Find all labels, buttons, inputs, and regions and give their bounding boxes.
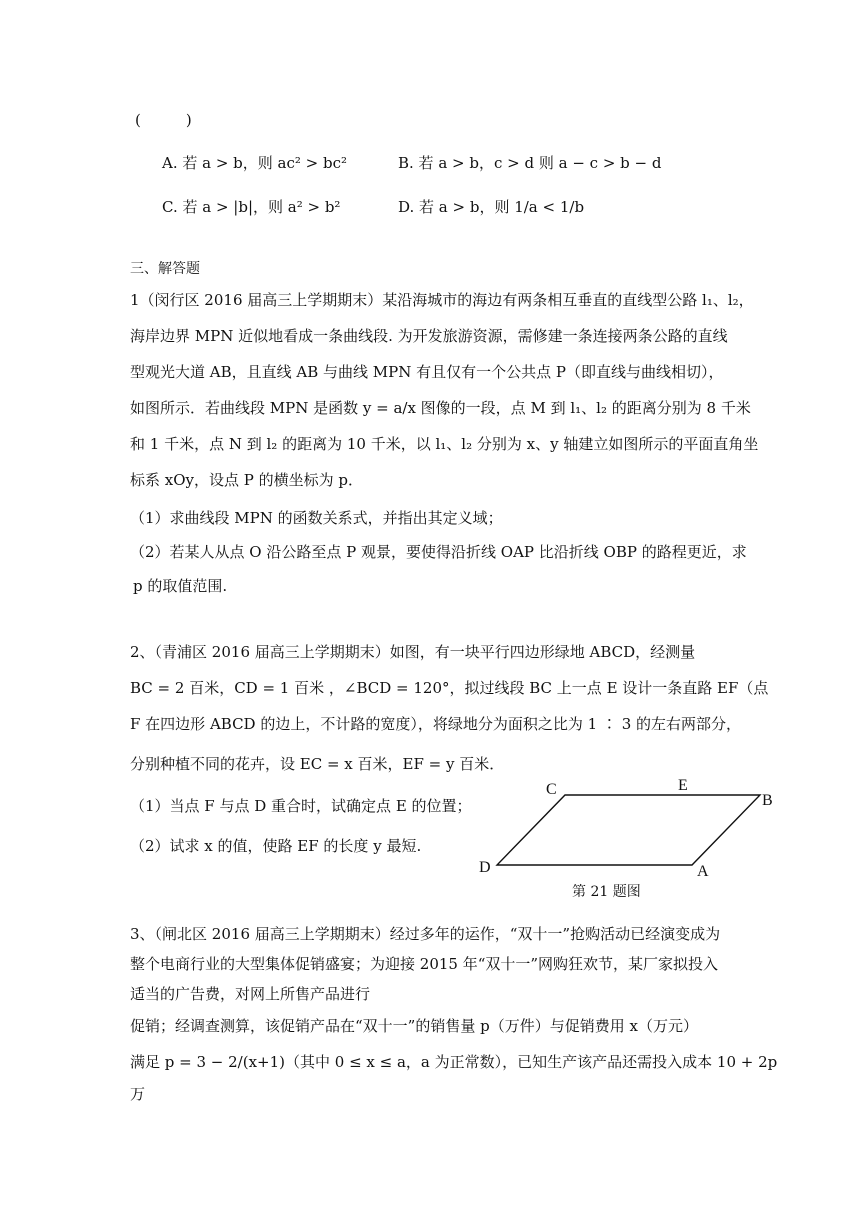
q1-subquestion-1: （1）求曲线段 MPN 的函数关系式，并指出其定义域； — [130, 509, 503, 527]
label-c: C — [546, 781, 557, 798]
q3-line: 3、（闸北区 2016 届高三上学期期末）经过多年的运作，“双十一”抢购活动已经演变成为 — [130, 925, 721, 943]
parallelogram-figure — [470, 770, 790, 900]
q3-line: 整个电商行业的大型集体促销盛宴；为迎接 2015 年“双十一”网购狂欢节，某厂家拟投入 — [130, 955, 719, 973]
parallelogram-abcd — [497, 795, 760, 865]
q2-line: 2、（青浦区 2016 届高三上学期期末）如图，有一块平行四边形绿地 ABCD，经测量 — [130, 643, 696, 661]
answer-bracket: ( ) — [135, 111, 192, 129]
q3-line: 万 — [130, 1085, 146, 1103]
choice-d: D. 若 a > b，则 1/a < 1/b — [398, 198, 585, 216]
label-a: A — [697, 863, 709, 880]
q1-line: 和 1 千米，点 N 到 l₂ 的距离为 10 千米，以 l₁、l₂ 分别为 x、y 轴建立如图所示的平面直角坐 — [130, 435, 759, 453]
q2-subquestion-2: （2）试求 x 的值，使路 EF 的长度 y 最短. — [130, 837, 422, 855]
q1-line: 型观光大道 AB，且直线 AB 与曲线 MPN 有且仅有一个公共点 P（即直线与曲线相切）， — [130, 363, 724, 381]
q3-line: 满足 p = 3 − 2/(x+1)（其中 0 ≤ x ≤ a，a 为正常数），已知生产该产品还需投入成本 10 + 2p — [130, 1053, 778, 1071]
choice-c: C. 若 a > |b|，则 a² > b² — [162, 198, 341, 216]
q1-line: 标系 xOy，设点 P 的横坐标为 p． — [130, 471, 363, 489]
figure-caption: 第 21 题图 — [572, 884, 641, 900]
choice-a: A. 若 a > b，则 ac² > bc² — [162, 154, 348, 172]
q2-line: 分别种植不同的花卉，设 EC = x 百米，EF = y 百米． — [130, 755, 505, 773]
q2-line: BC = 2 百米，CD = 1 百米 ，∠BCD = 120°，拟过线段 BC 上一点 E 设计一条直路 EF（点 — [130, 679, 769, 697]
q1-line: 1（闵行区 2016 届高三上学期期末）某沿海城市的海边有两条相互垂直的直线型公路 l₁、l₂， — [130, 291, 754, 309]
q1-subquestion-2: （2）若某人从点 O 沿公路至点 P 观景，要使得沿折线 OAP 比沿折线 OBP 的路程更近，求 — [130, 543, 747, 561]
section-title: 三、解答题 — [130, 261, 200, 277]
label-e: E — [678, 777, 688, 794]
q2-line: F 在四边形 ABCD 的边上，不计路的宽度），将绿地分为面积之比为 1 ∶ 3 的左右两部分， — [130, 715, 742, 733]
q1-subquestion-2-cont: p 的取值范围. — [133, 577, 228, 595]
label-b: B — [762, 792, 773, 809]
q3-line: 促销；经调查测算，该促销产品在“双十一”的销售量 p（万件）与促销费用 x（万元） — [130, 1017, 698, 1035]
q1-line: 如图所示．若曲线段 MPN 是函数 y = a/x 图像的一段，点 M 到 l₁、l₂ 的距离分别为 8 千米 — [130, 399, 751, 417]
q1-line: 海岸边界 MPN 近似地看成一条曲线段. 为开发旅游资源，需修建一条连接两条公路的直线 — [130, 327, 728, 345]
q2-subquestion-1: （1）当点 F 与点 D 重合时，试确定点 E 的位置； — [130, 797, 472, 815]
q3-line: 适当的广告费，对网上所售产品进行 — [130, 985, 371, 1003]
label-d: D — [479, 859, 491, 876]
choice-b: B. 若 a > b，c > d 则 a − c > b − d — [398, 154, 662, 172]
